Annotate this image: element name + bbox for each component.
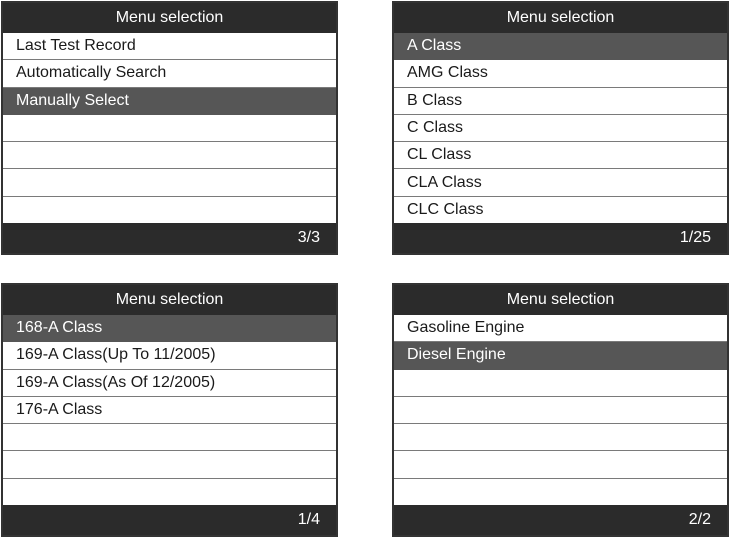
menu-item-empty [3,115,336,142]
menu-item-empty [394,451,727,478]
menu-item-c-class[interactable]: C Class [394,115,727,142]
menu-item-cl-class[interactable]: CL Class [394,142,727,169]
menu-item-last-test-record[interactable]: Last Test Record [3,33,336,60]
menu-item-gasoline-engine[interactable]: Gasoline Engine [394,315,727,342]
screen-title: Menu selection [394,285,727,315]
menu-item-automatically-search[interactable]: Automatically Search [3,60,336,87]
menu-item-empty [394,479,727,505]
menu-item-empty [3,169,336,196]
menu-item-empty [394,370,727,397]
menu-item-a-class[interactable]: A Class [394,33,727,60]
screen-title: Menu selection [3,285,336,315]
menu-item-169-a-class-as-of[interactable]: 169-A Class(As Of 12/2005) [3,370,336,397]
menu-item-169-a-class-up-to[interactable]: 169-A Class(Up To 11/2005) [3,342,336,369]
screen-model-class [392,1,729,255]
menu-item-empty [3,479,336,505]
menu-item-empty [3,142,336,169]
screen-main-menu [1,1,338,255]
menu-list [394,315,727,505]
menu-item-empty [3,451,336,478]
page-indicator: 1/4 [3,505,336,535]
menu-item-empty [3,424,336,451]
page-indicator: 2/2 [394,505,727,535]
menu-list [3,33,336,223]
menu-list [3,315,336,505]
page-indicator: 3/3 [3,223,336,253]
page-indicator: 1/25 [394,223,727,253]
screen-title: Menu selection [3,3,336,33]
screen-title: Menu selection [394,3,727,33]
menu-item-empty [394,397,727,424]
menu-item-diesel-engine[interactable]: Diesel Engine [394,342,727,369]
menu-item-b-class[interactable]: B Class [394,88,727,115]
screen-engine-type [392,283,729,537]
menu-item-manually-select[interactable]: Manually Select [3,88,336,115]
menu-item-cla-class[interactable]: CLA Class [394,169,727,196]
menu-item-168-a-class[interactable]: 168-A Class [3,315,336,342]
screen-a-class-variant [1,283,338,537]
menu-item-clc-class[interactable]: CLC Class [407,200,484,218]
menu-item-176-a-class[interactable]: 176-A Class [3,397,336,424]
menu-item-amg-class[interactable]: AMG Class [394,60,727,87]
menu-item-empty [394,424,727,451]
menu-item-empty [3,197,336,223]
menu-list [394,33,727,223]
